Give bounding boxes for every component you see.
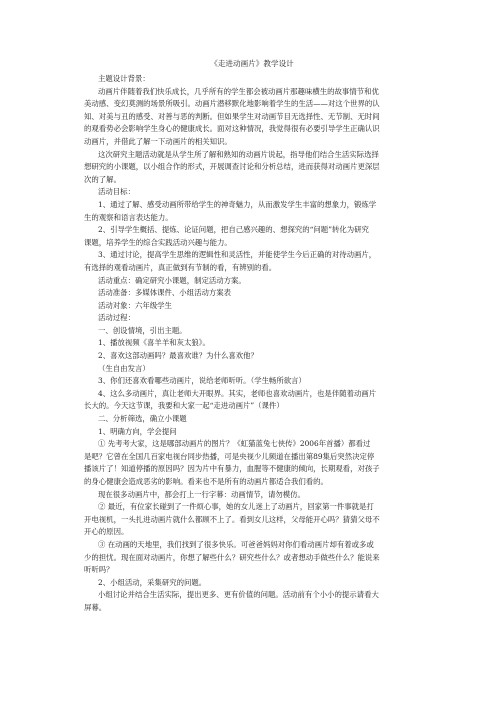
text-line: 开电视机，一头扎进动画片就什么都顾不上了。看到女儿这样，父母能开心吗？猜猜父母不 [84,514,380,524]
text-line: ① 先考考大家，这是哪部动画片的图片？《虹猫蓝兔七侠传》2006年首播）都看过 [98,439,371,449]
text-line: 播该片了！知道停播的原因吗？因为片中有暴力，血腥等不健康的倾向，长期观看，对孩子 [84,464,380,474]
text-line: 现在很多动画片中，都会打上一行字幕：动画情节，请勿模仿。 [98,489,305,499]
text-line: ③ 在动画的天地里，我们找到了很多快乐。可爸爸妈妈对你们看动画片却有着或多或 [98,539,374,549]
text-line: 二、分析筛选，确立小课题 [98,414,187,424]
text-line: 1、播放视频《喜羊羊和灰太狼》。 [98,338,210,348]
text-line: 活动过程： [98,313,135,323]
text-line: 的观看势必会影响学生身心的健康成长。面对这种情况，我觉得很有必要引导学生正确认识 [84,124,380,134]
text-line: 是吧？它曾在全国几百家电视台同步热播，可是央视少儿频道在播出第89集后突然决定停 [84,451,375,461]
document-title: 《走进动画片》教学设计 [210,59,294,68]
text-line: （生自由发言） [98,363,150,373]
text-line: 3、通过讨论，提高学生思维的逻辑性和灵活性，并能使学生今后正确的对待动画片， [98,250,377,260]
text-line: 2、引导学生概括、提炼、论证问题，把自己感兴趣的、想探究的“问题”转化为研究 [98,225,369,235]
text-line: 听听吗？ [84,565,114,575]
text-line: 2、喜欢这部动画吗？最喜欢谁？为什么喜欢他？ [98,351,258,361]
text-line: 2、小组活动，采集研究的问题。 [98,577,207,587]
text-line: 少的担忧。现在面对动画片，你想了解些什么？研究些什么？或者想动手做些什么？能说来 [84,552,380,562]
text-line: 课题，培养学生的综合实践活动兴趣与能力。 [84,237,232,247]
text-line: 4、这么多动画片，真让老师大开眼界。其实，老师也喜欢动画片，也是伴随着动画片 [98,388,377,398]
text-line: 活动准备：多媒体课件、小组活动方案表 [98,288,232,298]
text-line: 这次研究主题活动就是从学生所了解和熟知的动画片说起，指导他们结合生活实际选择 [98,149,379,159]
text-line: 屏幕。 [84,602,107,612]
text-line: 小组讨论并结合生活实际，提出更多、更有价值的问题。活动前有个小小的提示请看大 [98,590,379,600]
text-line: 美动感、变幻莫测的场景所吸引。动画片潜移默化地影响着学生的生活——对这个世界的认 [84,99,380,109]
text-line: 主题设计背景： [98,74,150,83]
document-page [84,58,420,615]
text-line: 3、你们还喜欢看哪些动画片，说给老师听听。（学生畅所欲言） [98,376,306,386]
text-line: 一、创设情境，引出主题。 [98,325,187,335]
text-line: 1、通过了解、感受动画所带给学生的神奇魅力，从而激发学生丰富的想象力，锻炼学 [98,199,377,209]
text-line: 想研究的小课题，以小组合作的形式，开展调查讨论和分析总结，进而获得对动画片更深层 [84,162,380,172]
text-line: 动画片伴随着我们快乐成长，几乎所有的学生都会被动画片那趣味横生的故事情节和优 [98,86,379,96]
text-line: 的身心健康会造成恶劣的影响。看来也不是所有的动画片都适合我们看的。 [84,477,328,486]
text-line: 活动对象：六年级学生 [98,300,172,310]
text-line: 1、明确方向，学会提问 [98,426,177,436]
document-body [84,73,420,615]
text-line: 次的了解。 [84,174,121,184]
text-line: ② 最近，有位家长碰到了一件烦心事，她的女儿迷上了动画片，回家第一件事就是打 [98,502,374,512]
text-line: 生的观察和语言表达能力。 [84,212,173,222]
text-line: 活动目标： [98,187,135,197]
text-line: 有选择的观看动画片，真正做到有节制的看，有辨别的看。 [84,262,277,272]
text-line: 活动重点：确定研究小课题，制定活动方案。 [98,275,246,285]
text-line: 长大的。今天这节课，我要和大家一起“走进动画片”（课件） [84,401,284,411]
text-line: 动画片，并借此了解一下动画片的相关知识。 [84,136,232,146]
text-line: 开心的原因。 [84,527,129,537]
text-line: 知、对美与丑的感受、对善与恶的判断。但如果学生对动画节目无选择性、无节制、无时间 [84,111,380,121]
